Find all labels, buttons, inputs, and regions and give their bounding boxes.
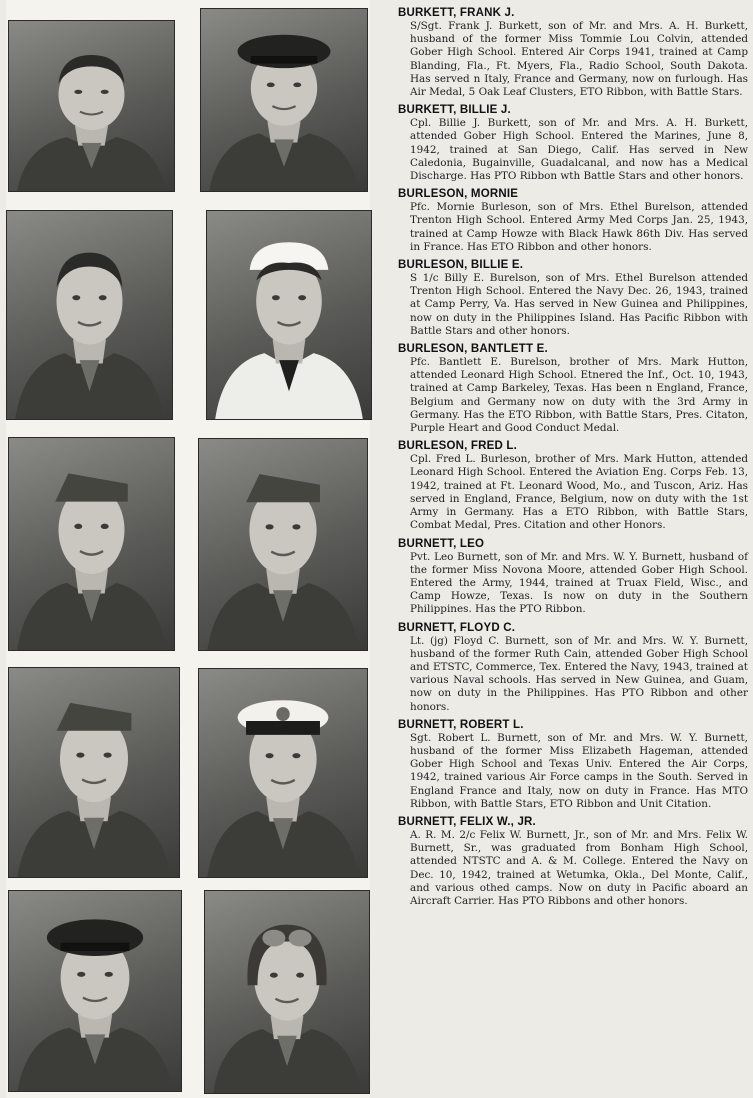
entry-name: BURKETT, FRANK J. — [398, 7, 515, 19]
entry-bio: S 1/c Billy E. Burelson, son of Mrs. Ethel Burelson attended Trenton High School. Entered the Navy Dec. 26, 1943, trained at Camp Perry, Va. Has served in New Guinea and Philippines, now on duty in the Philippines Island. Has Pacific Ribbon with Battle Stars and other honors. — [410, 272, 748, 337]
entry-bio: Pvt. Leo Burnett, son of Mr. and Mrs. W. Y. Burnett, husband of the former Miss Novona Moore, attended Gober High School. Entered the Army, 1944, trained at Truax Field, Wisc., and Camp Howze, Texas. Is now on duty in the Southern Philippines. Has the PTO Ribbon. — [410, 550, 748, 616]
right-eye — [293, 83, 301, 88]
entry-name: BURNETT, FLOYD C. — [398, 621, 516, 634]
portrait-silhouette — [207, 211, 371, 419]
bio-entry — [392, 537, 748, 617]
right-eye — [292, 753, 300, 758]
left-eye — [74, 524, 82, 529]
left-eye — [270, 973, 278, 978]
portrait-silhouette — [199, 669, 367, 877]
entry-name: BURNETT, LEO — [398, 537, 485, 550]
portrait-silhouette — [199, 439, 367, 650]
entry-bio: Pfc. Mornie Burleson, son of Mrs. Ethel Burelson, attended Trenton High School. Entered Army Med Corps Jan. 25, 1943, trained at Camp Howze with Black Hawk 86th Div. Has served in France. Has ETO Ribbon and other honors. — [410, 201, 748, 253]
cap-visor — [61, 943, 130, 951]
entry-bio: S/Sgt. Frank J. Burkett, son of Mr. and Mrs. A. H. Burkett, husband of the former Miss Tommie Lou Colvin, attended Gober High School. Entered Air Corps 1941, trained at Camp Blanding, Fla., Ft. Myers, Fla., Radio School, South Dakota. Has served n Italy, France and Germany, now on furlough. Has Air Medal, 5 Oak Leaf Clusters, ETO Ribbon, with Battle Stars. — [410, 20, 748, 99]
right-eye — [105, 972, 113, 977]
entry-bio: Cpl. Billie J. Burkett, son of Mr. and Mrs. A. H. Burkett, attended Gober High School. Entered the Marines, June 8, 1942, trained at San Diego, Calif. Has served in New Caledonia, Bugainville, Guadalcanal, and now has a Medical Discharge. Has PTO Ribbon wth Battle Stars and other honors. — [410, 117, 748, 183]
entry-bio: Cpl. Fred L. Burleson, brother of Mrs. Mark Hutton, attended Leonard High School. Entered the Aviation Eng. Corps Feb. 13, 1942, trained at Ft. Leonard Wood, Mo., and Tuscon, Ariz. Has served in England, France, Belgium, now on duty with the 1st Army in Germany. Has a ETO Ribbon, with Battle Stars, Combat Medal, Pres. Citation and other Honors. — [410, 453, 748, 532]
entry-name: BURNETT, FELIX W., JR. — [398, 815, 536, 828]
right-eye — [292, 524, 300, 529]
right-eye — [298, 295, 306, 300]
left-eye — [72, 295, 80, 300]
portrait-photo — [200, 8, 368, 192]
portrait-photo — [8, 20, 175, 192]
right-eye — [99, 295, 107, 300]
goggle-right — [289, 930, 312, 947]
entry-bio: Lt. (jg) Floyd C. Burnett, son of Mr. and Mrs. W. Y. Burnett, husband of the former Ruth Cain, attended Gober High School and ETSTC, Commerce, Tex. Entered the Navy, 1943, trained at various Naval schools. Has served in New Guinea, and Guam, now on duty in the Philippines. Has PTO Ribbon and other honors. — [410, 634, 748, 713]
entry-bio: Pfc. Bantlett E. Burelson, brother of Mrs. Mark Hutton, attended Leonard High School. Etnered the Inf., Oct. 10, 1943, trained at Camp Barkeley, Texas. Has been n England, France, Belgium and Germany now on duty with the 3rd Army in Germany. Has the ETO Ribbon, with Battle Stars, Pres. Citaton, Purple Heart and Good Conduct Medal. — [410, 356, 748, 435]
right-eye — [296, 973, 304, 978]
entry-name: BURNETT, ROBERT L. — [398, 718, 524, 731]
portrait-silhouette — [9, 21, 174, 191]
photo-column — [6, 0, 370, 1098]
bio-entry — [392, 718, 748, 811]
entry-name: BURLESON, BILLIE E. — [398, 259, 524, 272]
garrison-cap — [246, 474, 320, 502]
portrait-silhouette — [9, 891, 181, 1091]
portrait-photo — [206, 210, 372, 420]
cap-badge — [276, 707, 289, 721]
bio-entry — [392, 6, 748, 99]
bio-entry — [392, 621, 748, 714]
left-eye — [74, 90, 82, 94]
left-eye — [266, 753, 274, 758]
portrait-photo — [198, 668, 368, 878]
bio-entry — [392, 342, 748, 435]
portrait-photo — [8, 890, 182, 1092]
entry-name: BURLESON, BANTLETT E. — [398, 343, 548, 356]
portrait-silhouette — [205, 891, 369, 1093]
cap-visor — [251, 56, 317, 64]
bio-entry — [392, 103, 748, 183]
left-eye — [77, 972, 85, 977]
right-eye — [101, 524, 109, 529]
portrait-photo — [204, 890, 370, 1094]
portrait-silhouette — [201, 9, 367, 191]
officer-cap-band — [246, 721, 320, 735]
bio-entry — [392, 815, 748, 908]
portrait-photo — [8, 437, 175, 651]
portrait-silhouette — [9, 438, 174, 650]
portrait-photo — [8, 667, 180, 878]
portrait-silhouette — [7, 211, 172, 419]
entry-name: BURKETT, BILLIE J. — [398, 104, 511, 117]
portrait-silhouette — [9, 668, 179, 877]
left-eye — [266, 524, 274, 529]
portrait-photo — [6, 210, 173, 420]
left-eye — [272, 295, 280, 300]
bio-entry — [392, 187, 748, 254]
entry-name: BURLESON, FRED L. — [398, 440, 518, 453]
garrison-cap — [55, 473, 128, 501]
right-eye — [101, 90, 109, 94]
biography-column — [392, 6, 748, 912]
bio-entry — [392, 439, 748, 532]
left-eye — [76, 752, 84, 757]
garrison-cap — [57, 703, 132, 731]
entry-name: BURLESON, MORNIE — [398, 188, 519, 201]
entry-bio: Sgt. Robert L. Burnett, son of Mr. and Mrs. W. Y. Burnett, husband of the former Miss Elizabeth Hageman, attended Gober High School and Texas Univ. Entered the Air Corps, 1942, trained various Air Force camps in the South. Served in England France and Italy, now on duty in France. Has MTO Ribbon, with Battle Stars, ETO Ribbon and Unit Citation. — [410, 731, 748, 810]
entry-bio: A. R. M. 2/c Felix W. Burnett, Jr., son of Mr. and Mrs. Felix W. Burnett, Sr., was graduated from Bonham High School, attended NTSTC and A. & M. College. Entered the Navy on Dec. 10, 1942, trained at Wetumka, Okla., Del Monte, Calif., and various othed camps. Now on duty in Pacific aboard an Aircraft Carrier. Has PTO Ribbons and other honors. — [410, 828, 748, 907]
left-eye — [267, 83, 275, 88]
right-eye — [104, 752, 112, 757]
portrait-photo — [198, 438, 368, 651]
bio-entry — [392, 258, 748, 338]
goggle-left — [262, 930, 285, 947]
